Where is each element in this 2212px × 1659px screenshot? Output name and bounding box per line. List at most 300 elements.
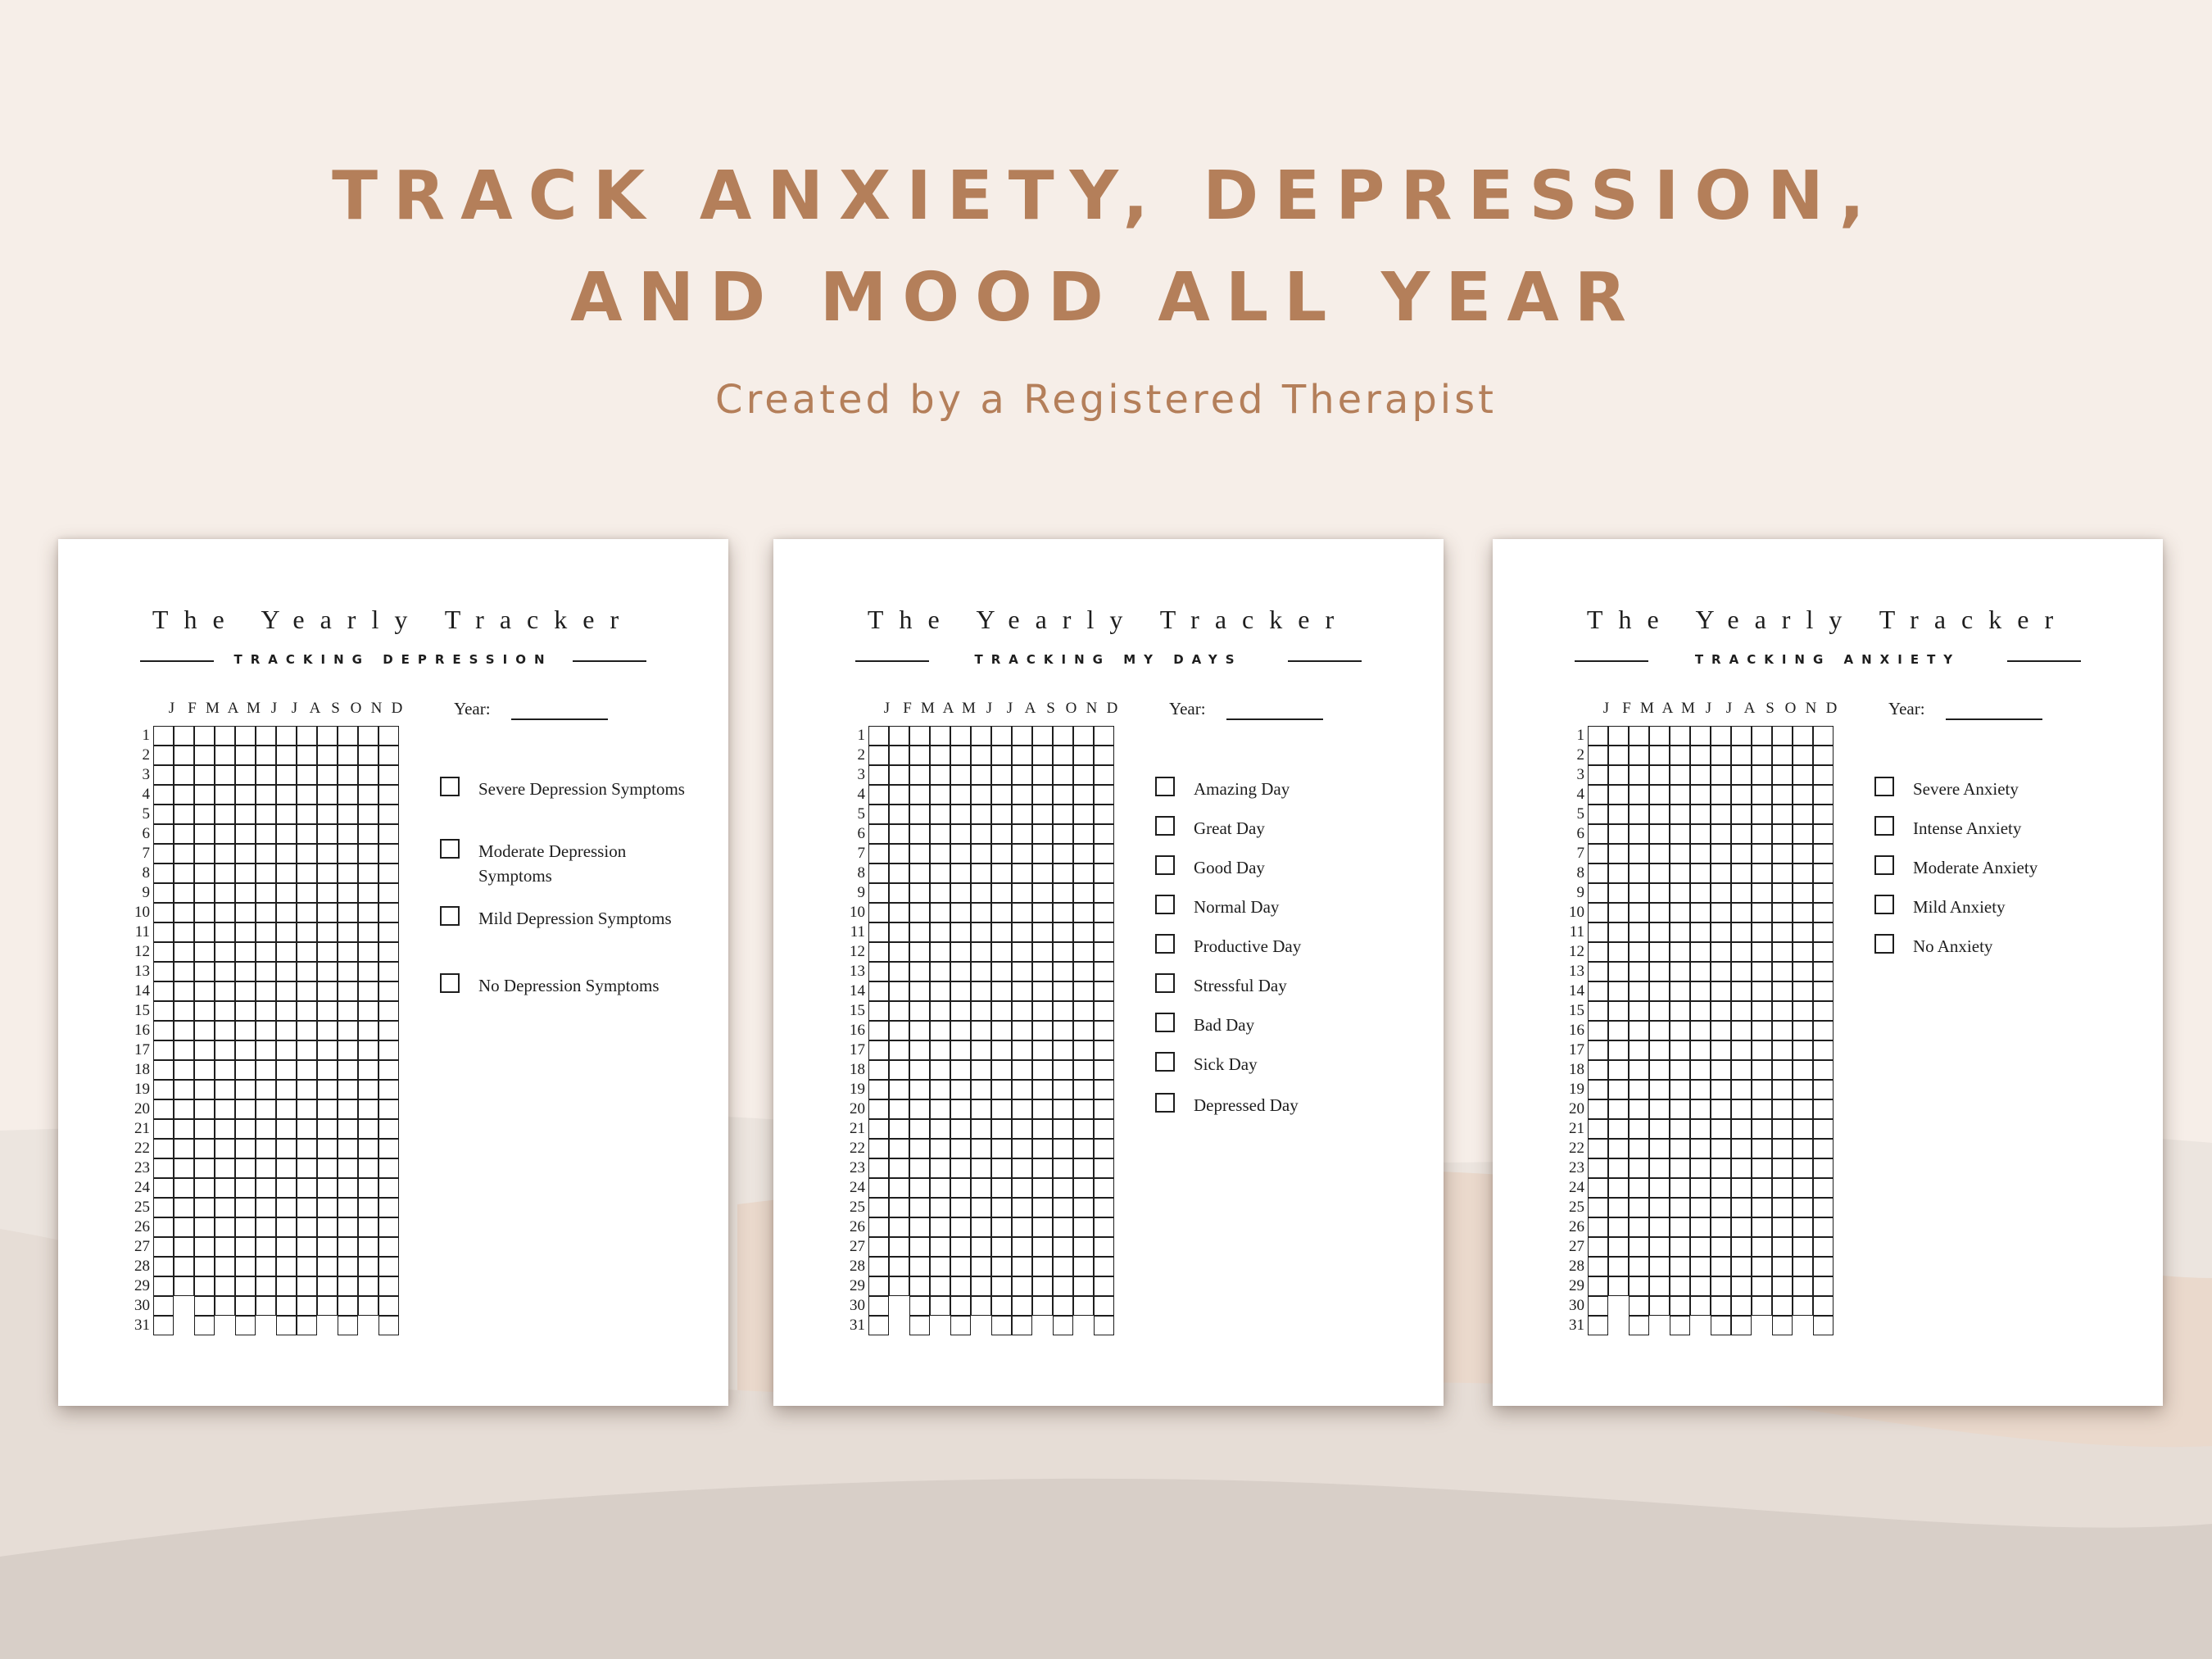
legend-checkbox[interactable] xyxy=(1155,1052,1175,1072)
day-cell[interactable] xyxy=(1094,805,1114,824)
day-cell[interactable] xyxy=(1012,726,1032,746)
day-cell[interactable] xyxy=(930,863,950,883)
day-cell[interactable] xyxy=(297,824,317,844)
day-cell[interactable] xyxy=(1670,805,1690,824)
day-cell[interactable] xyxy=(256,863,276,883)
day-cell[interactable] xyxy=(1793,746,1813,765)
day-cell[interactable] xyxy=(1629,785,1649,805)
day-cell[interactable] xyxy=(1629,1021,1649,1040)
day-cell[interactable] xyxy=(1772,1237,1793,1257)
day-cell[interactable] xyxy=(971,863,991,883)
day-cell[interactable] xyxy=(256,1119,276,1139)
day-cell[interactable] xyxy=(235,1139,256,1158)
day-cell[interactable] xyxy=(1711,883,1731,903)
day-cell[interactable] xyxy=(868,1217,889,1237)
day-cell[interactable] xyxy=(930,1198,950,1217)
day-cell[interactable] xyxy=(256,805,276,824)
day-cell[interactable] xyxy=(868,1099,889,1119)
legend-checkbox[interactable] xyxy=(1874,934,1894,954)
day-cell[interactable] xyxy=(153,1276,174,1296)
day-cell[interactable] xyxy=(256,1296,276,1316)
day-cell[interactable] xyxy=(276,1198,297,1217)
day-cell[interactable] xyxy=(889,1080,909,1099)
day-cell[interactable] xyxy=(1073,844,1094,863)
day-cell[interactable] xyxy=(889,1099,909,1119)
day-cell[interactable] xyxy=(950,1237,971,1257)
day-cell[interactable] xyxy=(338,942,358,962)
day-cell[interactable] xyxy=(868,785,889,805)
day-cell[interactable] xyxy=(1752,824,1772,844)
day-cell[interactable] xyxy=(1629,883,1649,903)
day-cell[interactable] xyxy=(909,1178,930,1198)
day-cell[interactable] xyxy=(1813,1021,1834,1040)
day-cell[interactable] xyxy=(1793,1198,1813,1217)
day-cell[interactable] xyxy=(235,1296,256,1316)
day-cell[interactable] xyxy=(1073,1001,1094,1021)
day-cell[interactable] xyxy=(235,942,256,962)
day-cell[interactable] xyxy=(868,1021,889,1040)
day-cell[interactable] xyxy=(1772,1060,1793,1080)
day-cell[interactable] xyxy=(1012,785,1032,805)
day-cell[interactable] xyxy=(991,981,1012,1001)
day-cell[interactable] xyxy=(317,1198,338,1217)
legend-checkbox[interactable] xyxy=(1155,973,1175,993)
day-cell[interactable] xyxy=(317,824,338,844)
day-cell[interactable] xyxy=(909,903,930,922)
day-cell[interactable] xyxy=(174,1217,194,1237)
day-cell[interactable] xyxy=(1649,765,1670,785)
day-cell[interactable] xyxy=(991,1099,1012,1119)
day-cell[interactable] xyxy=(317,1040,338,1060)
day-cell[interactable] xyxy=(276,1296,297,1316)
day-cell[interactable] xyxy=(338,903,358,922)
day-cell[interactable] xyxy=(1813,1257,1834,1276)
day-cell[interactable] xyxy=(1032,824,1053,844)
day-cell[interactable] xyxy=(1032,844,1053,863)
day-cell[interactable] xyxy=(338,1276,358,1296)
day-cell[interactable] xyxy=(1670,1080,1690,1099)
day-cell[interactable] xyxy=(909,1080,930,1099)
day-cell[interactable] xyxy=(338,1001,358,1021)
day-cell[interactable] xyxy=(297,962,317,981)
day-cell[interactable] xyxy=(930,765,950,785)
day-cell[interactable] xyxy=(174,1276,194,1296)
day-cell[interactable] xyxy=(909,765,930,785)
day-cell[interactable] xyxy=(153,1001,174,1021)
day-cell[interactable] xyxy=(215,746,235,765)
day-cell[interactable] xyxy=(971,1119,991,1139)
day-cell[interactable] xyxy=(1731,1040,1752,1060)
day-cell[interactable] xyxy=(971,1021,991,1040)
day-cell[interactable] xyxy=(930,981,950,1001)
day-cell[interactable] xyxy=(1670,1040,1690,1060)
day-cell[interactable] xyxy=(297,1040,317,1060)
day-cell[interactable] xyxy=(909,1217,930,1237)
day-cell[interactable] xyxy=(971,1080,991,1099)
day-cell[interactable] xyxy=(1094,1198,1114,1217)
day-cell[interactable] xyxy=(1053,1139,1073,1158)
day-cell[interactable] xyxy=(317,1296,338,1316)
day-cell[interactable] xyxy=(1649,903,1670,922)
day-cell[interactable] xyxy=(1053,1316,1073,1335)
day-cell[interactable] xyxy=(153,1021,174,1040)
day-cell[interactable] xyxy=(235,1021,256,1040)
day-cell[interactable] xyxy=(889,883,909,903)
day-cell[interactable] xyxy=(1731,1237,1752,1257)
day-cell[interactable] xyxy=(1094,746,1114,765)
day-cell[interactable] xyxy=(971,785,991,805)
day-cell[interactable] xyxy=(930,1158,950,1178)
day-cell[interactable] xyxy=(378,863,399,883)
day-cell[interactable] xyxy=(1053,1217,1073,1237)
day-cell[interactable] xyxy=(1053,1276,1073,1296)
day-cell[interactable] xyxy=(1731,1119,1752,1139)
day-cell[interactable] xyxy=(317,1060,338,1080)
day-cell[interactable] xyxy=(174,1021,194,1040)
day-cell[interactable] xyxy=(1772,883,1793,903)
day-cell[interactable] xyxy=(950,1257,971,1276)
day-cell[interactable] xyxy=(1772,1296,1793,1316)
day-cell[interactable] xyxy=(1053,765,1073,785)
day-cell[interactable] xyxy=(378,1040,399,1060)
day-cell[interactable] xyxy=(276,1257,297,1276)
day-cell[interactable] xyxy=(1690,1178,1711,1198)
day-cell[interactable] xyxy=(930,1021,950,1040)
day-cell[interactable] xyxy=(1793,805,1813,824)
day-cell[interactable] xyxy=(991,1178,1012,1198)
day-cell[interactable] xyxy=(1813,1158,1834,1178)
day-cell[interactable] xyxy=(1670,962,1690,981)
day-cell[interactable] xyxy=(1752,903,1772,922)
day-cell[interactable] xyxy=(889,844,909,863)
day-cell[interactable] xyxy=(276,765,297,785)
year-input-line[interactable] xyxy=(511,718,608,720)
day-cell[interactable] xyxy=(971,1099,991,1119)
day-cell[interactable] xyxy=(930,903,950,922)
day-cell[interactable] xyxy=(1813,1060,1834,1080)
day-cell[interactable] xyxy=(235,1257,256,1276)
day-cell[interactable] xyxy=(276,805,297,824)
day-cell[interactable] xyxy=(358,1276,378,1296)
day-cell[interactable] xyxy=(1711,981,1731,1001)
day-cell[interactable] xyxy=(889,824,909,844)
day-cell[interactable] xyxy=(1094,1099,1114,1119)
day-cell[interactable] xyxy=(1752,863,1772,883)
day-cell[interactable] xyxy=(1711,922,1731,942)
day-cell[interactable] xyxy=(194,942,215,962)
day-cell[interactable] xyxy=(174,1080,194,1099)
day-cell[interactable] xyxy=(889,922,909,942)
day-cell[interactable] xyxy=(358,903,378,922)
day-cell[interactable] xyxy=(317,1237,338,1257)
day-cell[interactable] xyxy=(950,962,971,981)
legend-checkbox[interactable] xyxy=(440,839,460,859)
day-cell[interactable] xyxy=(971,1257,991,1276)
day-cell[interactable] xyxy=(194,765,215,785)
day-cell[interactable] xyxy=(1752,1257,1772,1276)
day-cell[interactable] xyxy=(358,844,378,863)
day-cell[interactable] xyxy=(1053,824,1073,844)
day-cell[interactable] xyxy=(174,1119,194,1139)
day-cell[interactable] xyxy=(297,922,317,942)
day-cell[interactable] xyxy=(991,1080,1012,1099)
legend-checkbox[interactable] xyxy=(440,973,460,993)
day-cell[interactable] xyxy=(1053,883,1073,903)
day-cell[interactable] xyxy=(358,746,378,765)
day-cell[interactable] xyxy=(194,1178,215,1198)
day-cell[interactable] xyxy=(215,726,235,746)
day-cell[interactable] xyxy=(1731,863,1752,883)
day-cell[interactable] xyxy=(1608,962,1629,981)
day-cell[interactable] xyxy=(1793,785,1813,805)
legend-checkbox[interactable] xyxy=(1155,895,1175,914)
day-cell[interactable] xyxy=(1793,1276,1813,1296)
day-cell[interactable] xyxy=(1588,1080,1608,1099)
day-cell[interactable] xyxy=(1772,1276,1793,1296)
day-cell[interactable] xyxy=(1772,1217,1793,1237)
day-cell[interactable] xyxy=(1608,1178,1629,1198)
day-cell[interactable] xyxy=(1649,1021,1670,1040)
day-cell[interactable] xyxy=(174,726,194,746)
day-cell[interactable] xyxy=(338,1316,358,1335)
day-cell[interactable] xyxy=(1094,1257,1114,1276)
day-cell[interactable] xyxy=(1608,765,1629,785)
day-cell[interactable] xyxy=(174,863,194,883)
day-cell[interactable] xyxy=(909,1119,930,1139)
day-cell[interactable] xyxy=(317,1257,338,1276)
day-cell[interactable] xyxy=(338,883,358,903)
day-cell[interactable] xyxy=(338,746,358,765)
day-cell[interactable] xyxy=(1588,1040,1608,1060)
day-cell[interactable] xyxy=(338,805,358,824)
day-cell[interactable] xyxy=(276,1040,297,1060)
day-cell[interactable] xyxy=(256,824,276,844)
day-cell[interactable] xyxy=(1588,922,1608,942)
day-cell[interactable] xyxy=(1772,1021,1793,1040)
day-cell[interactable] xyxy=(889,1119,909,1139)
day-cell[interactable] xyxy=(889,1276,909,1296)
day-cell[interactable] xyxy=(297,1119,317,1139)
day-cell[interactable] xyxy=(1053,962,1073,981)
day-cell[interactable] xyxy=(235,1099,256,1119)
day-cell[interactable] xyxy=(1752,1276,1772,1296)
day-cell[interactable] xyxy=(235,1217,256,1237)
day-cell[interactable] xyxy=(338,824,358,844)
day-cell[interactable] xyxy=(153,883,174,903)
day-cell[interactable] xyxy=(930,844,950,863)
day-cell[interactable] xyxy=(1772,844,1793,863)
day-cell[interactable] xyxy=(1012,1296,1032,1316)
day-cell[interactable] xyxy=(317,805,338,824)
day-cell[interactable] xyxy=(235,903,256,922)
day-cell[interactable] xyxy=(1752,922,1772,942)
day-cell[interactable] xyxy=(1793,1001,1813,1021)
day-cell[interactable] xyxy=(1731,942,1752,962)
day-cell[interactable] xyxy=(358,1119,378,1139)
day-cell[interactable] xyxy=(338,844,358,863)
day-cell[interactable] xyxy=(338,1237,358,1257)
day-cell[interactable] xyxy=(256,903,276,922)
day-cell[interactable] xyxy=(1711,1316,1731,1335)
day-cell[interactable] xyxy=(256,726,276,746)
day-cell[interactable] xyxy=(1032,805,1053,824)
day-cell[interactable] xyxy=(1772,1198,1793,1217)
day-cell[interactable] xyxy=(1032,922,1053,942)
day-cell[interactable] xyxy=(1813,1316,1834,1335)
day-cell[interactable] xyxy=(1731,922,1752,942)
day-cell[interactable] xyxy=(1053,1060,1073,1080)
day-cell[interactable] xyxy=(1032,785,1053,805)
day-cell[interactable] xyxy=(1793,844,1813,863)
day-cell[interactable] xyxy=(1690,746,1711,765)
day-cell[interactable] xyxy=(1588,1198,1608,1217)
day-cell[interactable] xyxy=(950,1217,971,1237)
day-cell[interactable] xyxy=(1588,844,1608,863)
day-cell[interactable] xyxy=(153,1237,174,1257)
legend-checkbox[interactable] xyxy=(1155,816,1175,836)
day-cell[interactable] xyxy=(1032,1257,1053,1276)
day-cell[interactable] xyxy=(153,1060,174,1080)
day-cell[interactable] xyxy=(991,1237,1012,1257)
day-cell[interactable] xyxy=(1690,1099,1711,1119)
day-cell[interactable] xyxy=(1711,1158,1731,1178)
day-cell[interactable] xyxy=(950,1021,971,1040)
day-cell[interactable] xyxy=(1629,1001,1649,1021)
day-cell[interactable] xyxy=(889,1237,909,1257)
day-cell[interactable] xyxy=(276,1060,297,1080)
day-cell[interactable] xyxy=(1629,981,1649,1001)
day-cell[interactable] xyxy=(378,765,399,785)
day-cell[interactable] xyxy=(1629,1060,1649,1080)
day-cell[interactable] xyxy=(297,726,317,746)
day-cell[interactable] xyxy=(1073,883,1094,903)
day-cell[interactable] xyxy=(256,922,276,942)
day-cell[interactable] xyxy=(1073,1257,1094,1276)
day-cell[interactable] xyxy=(1813,1276,1834,1296)
day-cell[interactable] xyxy=(991,1040,1012,1060)
day-cell[interactable] xyxy=(378,824,399,844)
day-cell[interactable] xyxy=(1073,981,1094,1001)
day-cell[interactable] xyxy=(1012,824,1032,844)
day-cell[interactable] xyxy=(378,1158,399,1178)
day-cell[interactable] xyxy=(909,1139,930,1158)
day-cell[interactable] xyxy=(950,903,971,922)
day-cell[interactable] xyxy=(1793,1060,1813,1080)
day-cell[interactable] xyxy=(1032,903,1053,922)
day-cell[interactable] xyxy=(1813,1080,1834,1099)
day-cell[interactable] xyxy=(1670,1099,1690,1119)
day-cell[interactable] xyxy=(1649,1237,1670,1257)
day-cell[interactable] xyxy=(868,1001,889,1021)
day-cell[interactable] xyxy=(868,1060,889,1080)
day-cell[interactable] xyxy=(1711,1021,1731,1040)
day-cell[interactable] xyxy=(1649,785,1670,805)
day-cell[interactable] xyxy=(889,1178,909,1198)
day-cell[interactable] xyxy=(1629,844,1649,863)
day-cell[interactable] xyxy=(1813,1217,1834,1237)
day-cell[interactable] xyxy=(1073,1296,1094,1316)
day-cell[interactable] xyxy=(338,726,358,746)
day-cell[interactable] xyxy=(1813,863,1834,883)
day-cell[interactable] xyxy=(1588,1178,1608,1198)
day-cell[interactable] xyxy=(1772,1257,1793,1276)
day-cell[interactable] xyxy=(1649,1080,1670,1099)
day-cell[interactable] xyxy=(1649,1296,1670,1316)
day-cell[interactable] xyxy=(1608,1040,1629,1060)
day-cell[interactable] xyxy=(1813,1296,1834,1316)
day-cell[interactable] xyxy=(1588,1001,1608,1021)
day-cell[interactable] xyxy=(1690,1021,1711,1040)
day-cell[interactable] xyxy=(153,844,174,863)
day-cell[interactable] xyxy=(1588,962,1608,981)
day-cell[interactable] xyxy=(297,1178,317,1198)
day-cell[interactable] xyxy=(1629,1139,1649,1158)
day-cell[interactable] xyxy=(1094,981,1114,1001)
day-cell[interactable] xyxy=(1588,863,1608,883)
day-cell[interactable] xyxy=(1032,981,1053,1001)
day-cell[interactable] xyxy=(1690,1001,1711,1021)
day-cell[interactable] xyxy=(930,824,950,844)
day-cell[interactable] xyxy=(215,1237,235,1257)
day-cell[interactable] xyxy=(215,844,235,863)
day-cell[interactable] xyxy=(358,1296,378,1316)
day-cell[interactable] xyxy=(297,805,317,824)
day-cell[interactable] xyxy=(1073,726,1094,746)
day-cell[interactable] xyxy=(930,962,950,981)
day-cell[interactable] xyxy=(1073,1276,1094,1296)
day-cell[interactable] xyxy=(215,1296,235,1316)
day-cell[interactable] xyxy=(1711,1099,1731,1119)
day-cell[interactable] xyxy=(1772,922,1793,942)
day-cell[interactable] xyxy=(1094,844,1114,863)
day-cell[interactable] xyxy=(1588,1119,1608,1139)
day-cell[interactable] xyxy=(215,785,235,805)
day-cell[interactable] xyxy=(194,1001,215,1021)
day-cell[interactable] xyxy=(153,1316,174,1335)
day-cell[interactable] xyxy=(276,785,297,805)
day-cell[interactable] xyxy=(358,863,378,883)
day-cell[interactable] xyxy=(1094,1040,1114,1060)
day-cell[interactable] xyxy=(256,962,276,981)
day-cell[interactable] xyxy=(1094,1119,1114,1139)
day-cell[interactable] xyxy=(1053,1296,1073,1316)
day-cell[interactable] xyxy=(215,1217,235,1237)
day-cell[interactable] xyxy=(1772,1158,1793,1178)
day-cell[interactable] xyxy=(1752,1060,1772,1080)
day-cell[interactable] xyxy=(1053,1040,1073,1060)
day-cell[interactable] xyxy=(1772,981,1793,1001)
day-cell[interactable] xyxy=(930,922,950,942)
day-cell[interactable] xyxy=(174,981,194,1001)
day-cell[interactable] xyxy=(317,1139,338,1158)
day-cell[interactable] xyxy=(194,824,215,844)
day-cell[interactable] xyxy=(950,883,971,903)
day-cell[interactable] xyxy=(1793,824,1813,844)
day-cell[interactable] xyxy=(358,1021,378,1040)
day-cell[interactable] xyxy=(950,844,971,863)
day-cell[interactable] xyxy=(1073,746,1094,765)
day-cell[interactable] xyxy=(317,981,338,1001)
legend-checkbox[interactable] xyxy=(1155,1013,1175,1032)
day-cell[interactable] xyxy=(276,942,297,962)
day-cell[interactable] xyxy=(1053,1001,1073,1021)
day-cell[interactable] xyxy=(1752,1237,1772,1257)
day-cell[interactable] xyxy=(1711,1178,1731,1198)
day-cell[interactable] xyxy=(1752,805,1772,824)
day-cell[interactable] xyxy=(1053,1099,1073,1119)
day-cell[interactable] xyxy=(378,805,399,824)
day-cell[interactable] xyxy=(1094,1316,1114,1335)
